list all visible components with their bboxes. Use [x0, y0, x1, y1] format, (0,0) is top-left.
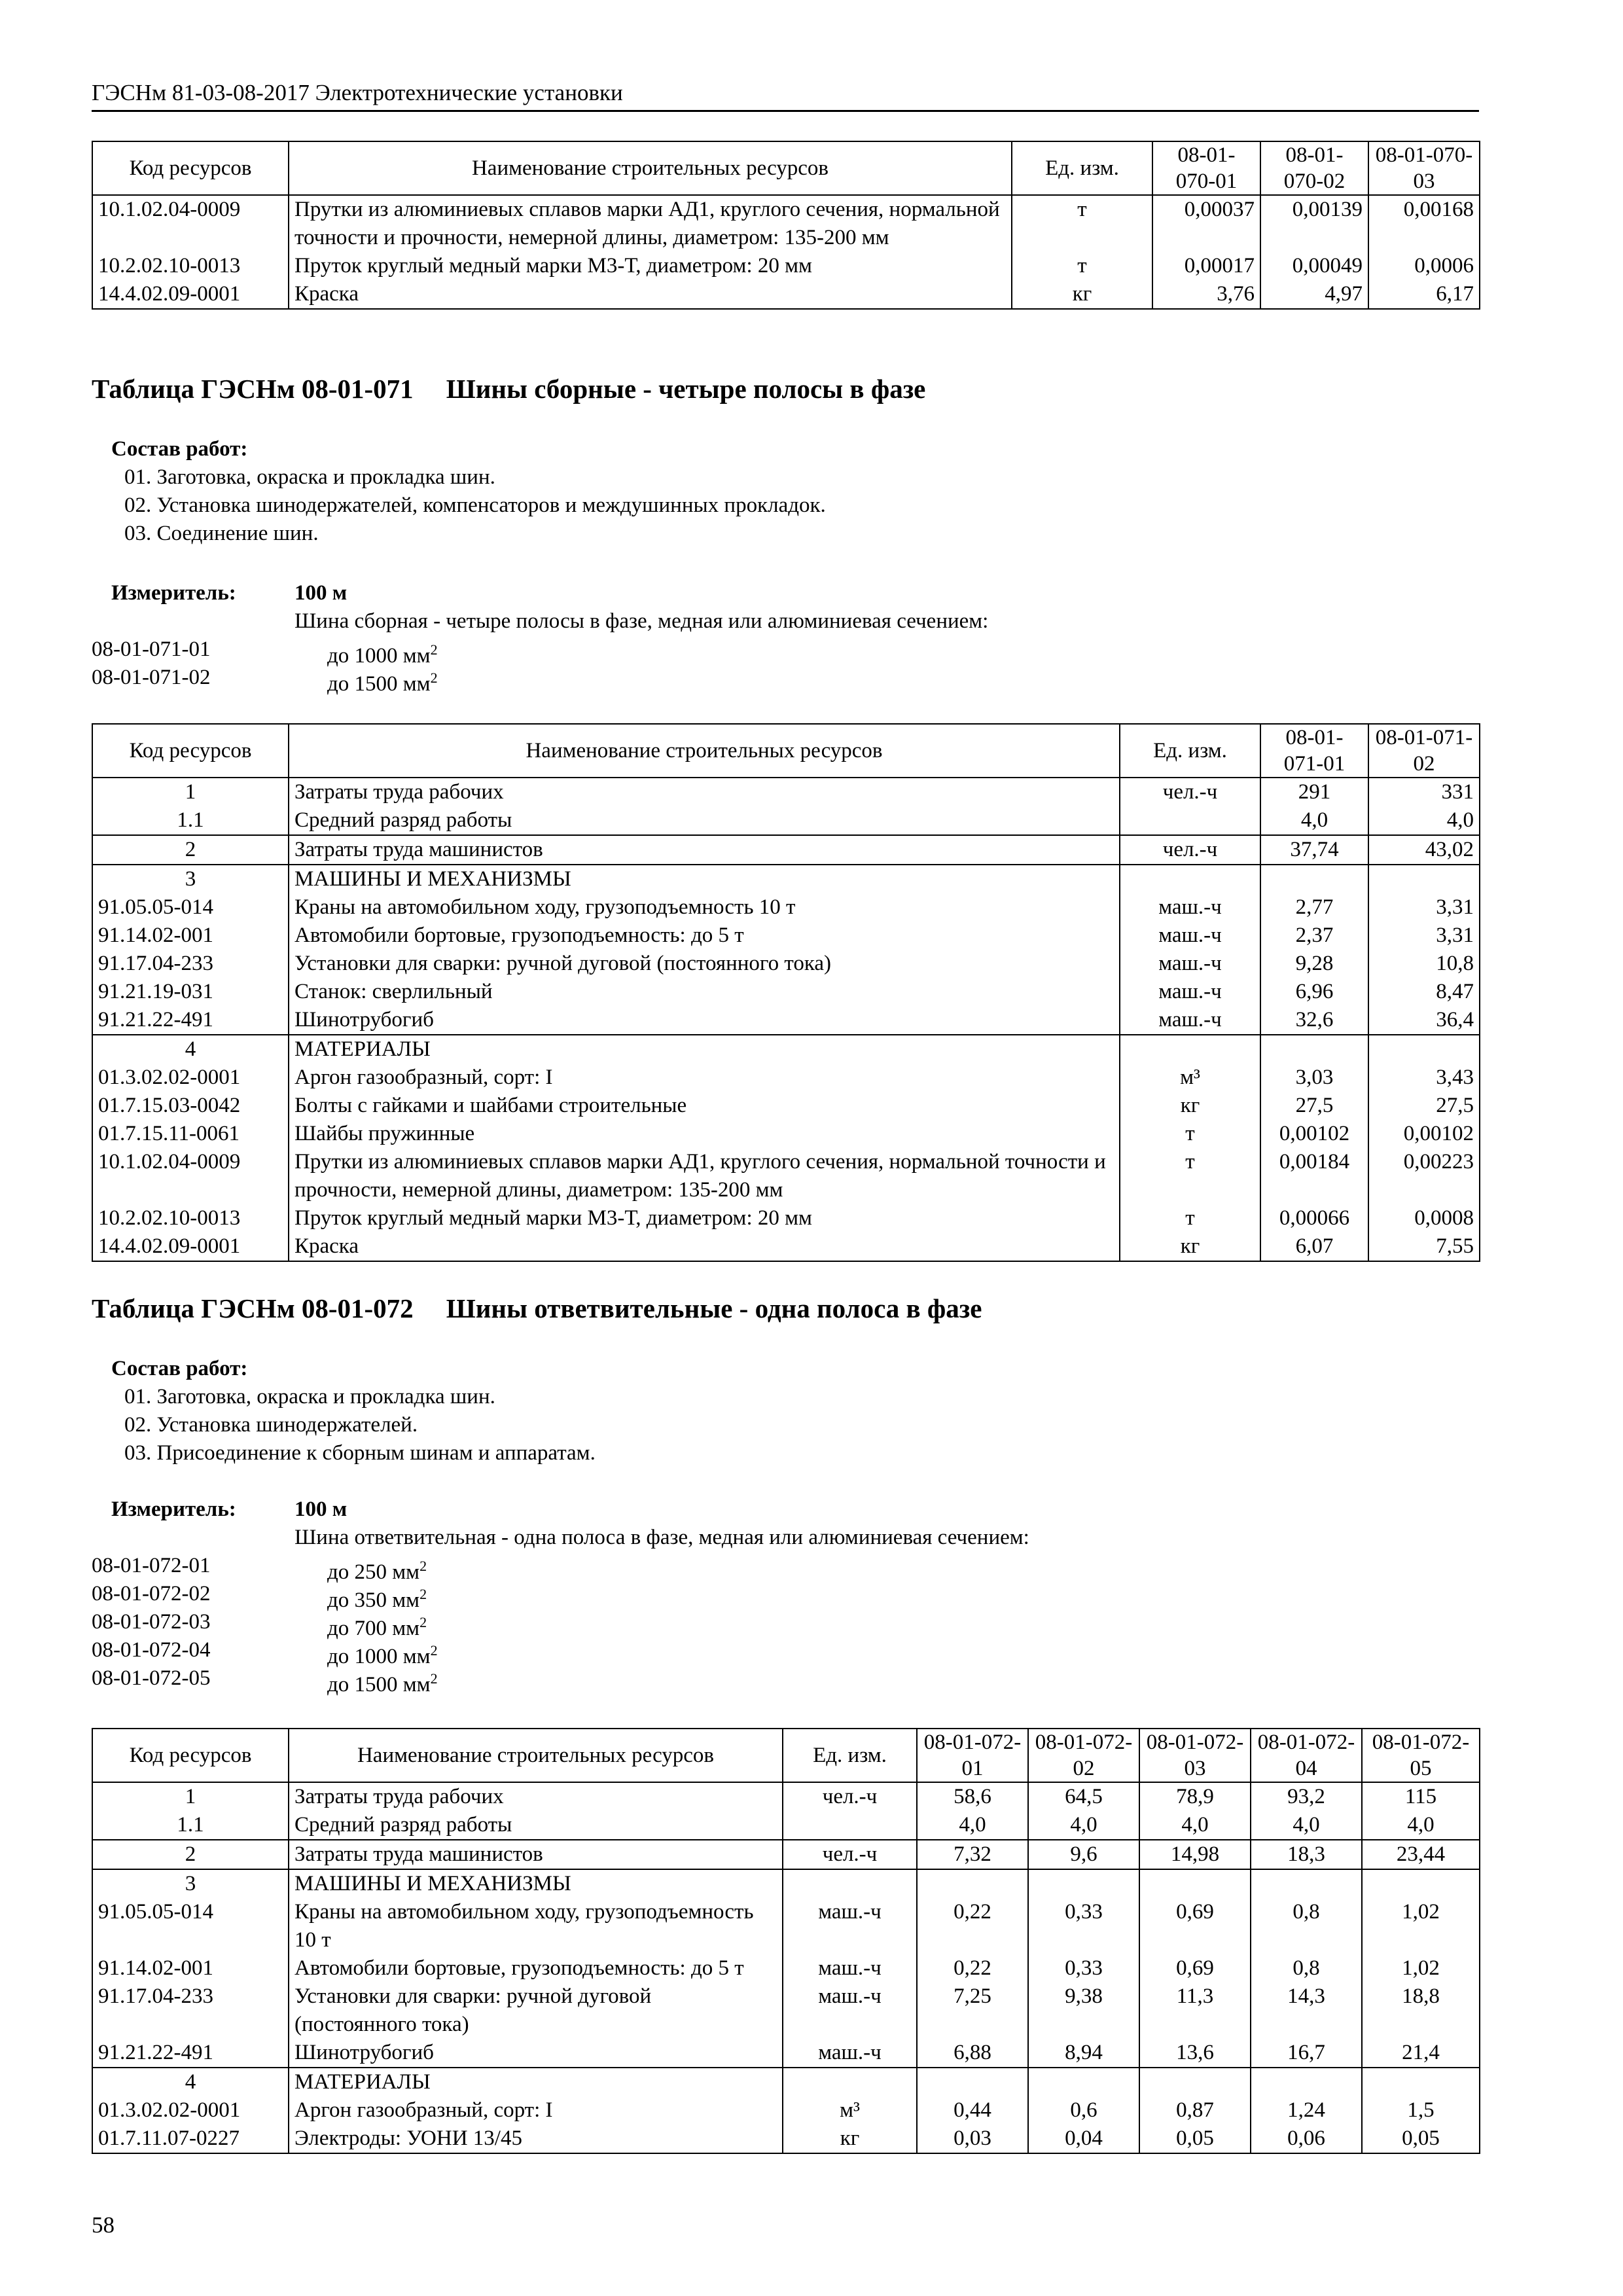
table-name: Шины ответвительные - одна полоса в фазе	[446, 1293, 982, 1323]
cell-value	[1028, 1869, 1139, 1898]
table-row	[92, 1869, 1480, 1898]
range-text: до 250 мм	[327, 1560, 420, 1584]
cell-value: 4,0	[917, 1811, 1028, 1840]
work-label: Состав работ:	[111, 437, 248, 461]
cell-code: 91.14.02-001	[92, 1954, 289, 1982]
meter-description: Шина ответвительная - одна полоса в фазе, медная или алюминиевая сечением:	[294, 1526, 1029, 1549]
norm-range	[327, 664, 438, 698]
meter-label: Измеритель:	[111, 581, 236, 605]
col-header-name: Наименование строительных ресурсов	[289, 724, 1120, 778]
col-header-code: Код ресурсов	[92, 724, 289, 778]
table-code: Таблица ГЭСНм 08-01-071	[92, 374, 414, 404]
cell-value: 0,05	[1362, 2125, 1480, 2153]
cell-value: 3,31	[1368, 922, 1480, 950]
table-row	[92, 1120, 1480, 1148]
meter-label: Измеритель:	[111, 1498, 236, 1521]
cell-value: 1,5	[1362, 2096, 1480, 2125]
cell-name: Краска	[289, 280, 1012, 309]
cell-value: 6,17	[1368, 280, 1480, 309]
table-row	[92, 865, 1480, 893]
cell-unit: т	[1012, 195, 1152, 252]
table-row	[92, 2068, 1480, 2096]
table-name: Шины сборные - четыре полосы в фазе	[446, 374, 926, 404]
section-071-title	[92, 373, 925, 404]
cell-value: 8,94	[1028, 2039, 1139, 2068]
cell-value: 4,0	[1139, 1811, 1251, 1840]
cell-value: 3,43	[1368, 1064, 1480, 1092]
cell-value: 4,0	[1251, 1811, 1362, 1840]
col-header-unit: Ед. изм.	[1012, 141, 1152, 195]
cell-value: 0,00017	[1152, 252, 1260, 280]
cell-value: 0,04	[1028, 2125, 1139, 2153]
cell-value: 4,0	[1028, 1811, 1139, 1840]
range-text: до 1000 мм	[327, 644, 431, 668]
col-header-071-02: 08-01-071-02	[1368, 724, 1480, 778]
table-row	[92, 252, 1480, 280]
cell-value	[1139, 1869, 1251, 1898]
cell-code: 01.3.02.02-0001	[92, 2096, 289, 2125]
cell-value	[917, 2068, 1028, 2096]
cell-code: 01.7.15.03-0042	[92, 1092, 289, 1120]
work-item: 01. Заготовка, окраска и прокладка шин.	[124, 1385, 495, 1408]
cell-name: Краны на автомобильном ходу, грузоподъемность 10 т	[289, 893, 1120, 922]
cell-value: 9,6	[1028, 1840, 1139, 1869]
cell-name: Болты с гайками и шайбами строительные	[289, 1092, 1120, 1120]
table-row	[92, 835, 1480, 865]
cell-value: 3,31	[1368, 893, 1480, 922]
cell-name: Затраты труда рабочих	[289, 1782, 783, 1811]
cell-name: Затраты труда машинистов	[289, 1840, 783, 1869]
cell-name: Пруток круглый медный марки М3-Т, диаметром: 20 мм	[289, 252, 1012, 280]
table-row	[92, 1035, 1480, 1064]
col-header-071-01: 08-01-071-01	[1260, 724, 1368, 778]
cell-name: Аргон газообразный, сорт: I	[289, 2096, 783, 2125]
work-composition	[111, 1355, 596, 1467]
cell-code: 01.7.15.11-0061	[92, 1120, 289, 1148]
cell-code: 10.2.02.10-0013	[92, 252, 289, 280]
cell-unit: м³	[783, 2096, 917, 2125]
cell-name: Шинотрубогиб	[289, 1006, 1120, 1035]
cell-value: 18,8	[1362, 1982, 1480, 2039]
table-row	[92, 1782, 1480, 1811]
cell-value: 10,8	[1368, 950, 1480, 978]
cell-code: 4	[92, 2068, 289, 2096]
cell-code: 2	[92, 835, 289, 865]
table-row	[92, 1148, 1480, 1204]
cell-value: 6,88	[917, 2039, 1028, 2068]
range-text: до 700 мм	[327, 1617, 420, 1640]
cell-name: Прутки из алюминиевых сплавов марки АД1, круглого сечения, нормальной точности и прочности, немерной длины, диаметром: 135-200 мм	[289, 1148, 1120, 1204]
table-row	[92, 1840, 1480, 1869]
cell-unit: м³	[1120, 1064, 1260, 1092]
norm-code: 08-01-071-01	[92, 637, 211, 661]
cell-name: Установки для сварки: ручной дуговой (постоянного тока)	[289, 950, 1120, 978]
cell-code: 01.7.11.07-0227	[92, 2125, 289, 2153]
cell-value: 0,0006	[1368, 252, 1480, 280]
cell-code: 91.21.22-491	[92, 1006, 289, 1035]
cell-value: 3,76	[1152, 280, 1260, 309]
cell-name: Затраты труда рабочих	[289, 778, 1120, 806]
cell-unit: т	[1120, 1204, 1260, 1232]
cell-name: Установки для сварки: ручной дуговой (постоянного тока)	[289, 1982, 783, 2039]
cell-name: МАТЕРИАЛЫ	[289, 1035, 1120, 1064]
cell-value: 7,32	[917, 1840, 1028, 1869]
cell-value: 0,00066	[1260, 1204, 1368, 1232]
table-row	[92, 778, 1480, 806]
cell-value: 1,24	[1251, 2096, 1362, 2125]
table-row	[92, 1898, 1480, 1954]
table-row	[92, 1092, 1480, 1120]
table-row	[92, 2096, 1480, 2125]
cell-value	[1362, 2068, 1480, 2096]
cell-code: 1.1	[92, 1811, 289, 1840]
cell-value: 0,33	[1028, 1954, 1139, 1982]
cell-value	[1260, 1035, 1368, 1064]
cell-code: 1.1	[92, 806, 289, 835]
cell-value: 0,44	[917, 2096, 1028, 2125]
norm-code: 08-01-072-03	[92, 1610, 211, 1634]
cell-code: 14.4.02.09-0001	[92, 280, 289, 309]
cell-code: 91.21.19-031	[92, 978, 289, 1006]
col-header-070-02: 08-01-070-02	[1260, 141, 1368, 195]
table-row	[92, 1204, 1480, 1232]
table-header-row	[92, 724, 1480, 778]
cell-unit: маш.-ч	[1120, 893, 1260, 922]
cell-unit: т	[1120, 1120, 1260, 1148]
cell-unit: маш.-ч	[1120, 922, 1260, 950]
cell-name: Станок: сверлильный	[289, 978, 1120, 1006]
cell-value: 0,33	[1028, 1898, 1139, 1954]
meter-value: 100 м	[294, 581, 348, 605]
cell-value	[1368, 1035, 1480, 1064]
cell-code: 10.2.02.10-0013	[92, 1204, 289, 1232]
cell-value: 2,77	[1260, 893, 1368, 922]
cell-value: 0,00223	[1368, 1148, 1480, 1204]
cell-value: 0,0008	[1368, 1204, 1480, 1232]
cell-unit: кг	[1120, 1232, 1260, 1261]
cell-name: МАШИНЫ И МЕХАНИЗМЫ	[289, 865, 1120, 893]
cell-unit: чел.-ч	[783, 1782, 917, 1811]
cell-code: 10.1.02.04-0009	[92, 1148, 289, 1204]
work-item: 02. Установка шинодержателей, компенсаторов и междушинных прокладок.	[124, 493, 826, 517]
cell-value: 8,47	[1368, 978, 1480, 1006]
cell-code: 14.4.02.09-0001	[92, 1232, 289, 1261]
cell-value	[1260, 865, 1368, 893]
cell-value: 0,22	[917, 1898, 1028, 1954]
cell-value: 6,96	[1260, 978, 1368, 1006]
cell-code: 91.17.04-233	[92, 950, 289, 978]
cell-value: 0,00037	[1152, 195, 1260, 252]
cell-value: 43,02	[1368, 835, 1480, 865]
work-item: 01. Заготовка, окраска и прокладка шин.	[124, 465, 495, 489]
cell-value: 32,6	[1260, 1006, 1368, 1035]
meter-value: 100 м	[294, 1498, 348, 1521]
norm-code: 08-01-072-05	[92, 1666, 211, 1690]
range-sup: 2	[419, 1586, 427, 1602]
table-header-row	[92, 141, 1480, 195]
cell-name: Краны на автомобильном ходу, грузоподъемность 10 т	[289, 1898, 783, 1954]
cell-value: 11,3	[1139, 1982, 1251, 2039]
cell-value	[1368, 865, 1480, 893]
norm-code: 08-01-072-01	[92, 1554, 211, 1577]
cell-unit	[783, 1869, 917, 1898]
cell-unit: маш.-ч	[1120, 950, 1260, 978]
cell-name: МАТЕРИАЛЫ	[289, 2068, 783, 2096]
cell-value: 64,5	[1028, 1782, 1139, 1811]
cell-value: 13,6	[1139, 2039, 1251, 2068]
cell-value: 0,69	[1139, 1954, 1251, 1982]
table-row	[92, 1982, 1480, 2039]
cell-value: 37,74	[1260, 835, 1368, 865]
table-row	[92, 2125, 1480, 2153]
table-row	[92, 280, 1480, 309]
col-header-unit: Ед. изм.	[783, 1729, 917, 1782]
cell-value	[1362, 1869, 1480, 1898]
table-row	[92, 1006, 1480, 1035]
table-row	[92, 950, 1480, 978]
cell-name: Автомобили бортовые, грузоподъемность: до 5 т	[289, 922, 1120, 950]
cell-value: 0,8	[1251, 1898, 1362, 1954]
cell-value: 291	[1260, 778, 1368, 806]
work-item: 02. Установка шинодержателей.	[124, 1413, 418, 1437]
range-text: до 1500 мм	[327, 672, 431, 696]
col-header-072-04: 08-01-072-04	[1251, 1729, 1362, 1782]
cell-code: 4	[92, 1035, 289, 1064]
cell-name: Прутки из алюминиевых сплавов марки АД1, круглого сечения, нормальной точности и прочности, немерной длины, диаметром: 135-200 мм	[289, 195, 1012, 252]
cell-value: 4,0	[1260, 806, 1368, 835]
range-sup: 2	[430, 670, 438, 686]
cell-value: 21,4	[1362, 2039, 1480, 2068]
cell-value: 0,6	[1028, 2096, 1139, 2125]
col-header-072-03: 08-01-072-03	[1139, 1729, 1251, 1782]
cell-name: Средний разряд работы	[289, 1811, 783, 1840]
col-header-name: Наименование строительных ресурсов	[289, 1729, 783, 1782]
cell-value: 93,2	[1251, 1782, 1362, 1811]
range-text: до 1500 мм	[327, 1673, 431, 1696]
cell-value: 0,87	[1139, 2096, 1251, 2125]
cell-value: 23,44	[1362, 1840, 1480, 1869]
table-header-row	[92, 1729, 1480, 1782]
work-item: 03. Присоединение к сборным шинам и аппаратам.	[124, 1441, 596, 1465]
cell-name: МАШИНЫ И МЕХАНИЗМЫ	[289, 1869, 783, 1898]
table-070	[92, 141, 1480, 310]
cell-code: 3	[92, 865, 289, 893]
cell-unit: маш.-ч	[783, 1982, 917, 2039]
cell-value: 331	[1368, 778, 1480, 806]
col-header-070-01: 08-01-070-01	[1152, 141, 1260, 195]
cell-value: 14,3	[1251, 1982, 1362, 2039]
range-sup: 2	[430, 641, 438, 658]
cell-value: 7,55	[1368, 1232, 1480, 1261]
meter-description: Шина сборная - четыре полосы в фазе, медная или алюминиевая сечением:	[294, 609, 989, 633]
norm-range	[327, 1664, 438, 1699]
cell-unit: маш.-ч	[783, 1898, 917, 1954]
cell-value: 0,00184	[1260, 1148, 1368, 1204]
cell-code: 91.14.02-001	[92, 922, 289, 950]
table-071	[92, 723, 1480, 1262]
cell-unit: маш.-ч	[1120, 978, 1260, 1006]
work-composition	[111, 435, 826, 548]
col-header-name: Наименование строительных ресурсов	[289, 141, 1012, 195]
norm-code: 08-01-071-02	[92, 666, 211, 689]
range-sup: 2	[430, 1642, 438, 1659]
work-item: 03. Соединение шин.	[124, 522, 319, 545]
cell-name: Затраты труда машинистов	[289, 835, 1120, 865]
cell-name: Автомобили бортовые, грузоподъемность: до 5 т	[289, 1954, 783, 1982]
cell-unit: чел.-ч	[1120, 778, 1260, 806]
cell-value: 2,37	[1260, 922, 1368, 950]
cell-value: 0,00102	[1260, 1120, 1368, 1148]
table-row	[92, 1954, 1480, 1982]
cell-code: 91.17.04-233	[92, 1982, 289, 2039]
cell-value: 16,7	[1251, 2039, 1362, 2068]
cell-value: 0,00102	[1368, 1120, 1480, 1148]
cell-value: 0,00049	[1260, 252, 1368, 280]
cell-value: 0,03	[917, 2125, 1028, 2153]
table-row	[92, 1811, 1480, 1840]
cell-code: 1	[92, 1782, 289, 1811]
cell-code: 3	[92, 1869, 289, 1898]
cell-value: 3,03	[1260, 1064, 1368, 1092]
col-header-070-03: 08-01-070-03	[1368, 141, 1480, 195]
cell-unit: маш.-ч	[783, 1954, 917, 1982]
cell-unit	[783, 2068, 917, 2096]
table-row	[92, 922, 1480, 950]
cell-code: 10.1.02.04-0009	[92, 195, 289, 252]
cell-code: 01.3.02.02-0001	[92, 1064, 289, 1092]
range-text: до 1000 мм	[327, 1645, 431, 1668]
table-code: Таблица ГЭСНм 08-01-072	[92, 1293, 414, 1323]
cell-value: 115	[1362, 1782, 1480, 1811]
cell-unit: чел.-ч	[1120, 835, 1260, 865]
cell-value: 4,97	[1260, 280, 1368, 309]
cell-unit: маш.-ч	[783, 2039, 917, 2068]
cell-value	[1139, 2068, 1251, 2096]
cell-value: 18,3	[1251, 1840, 1362, 1869]
cell-value: 27,5	[1260, 1092, 1368, 1120]
work-label: Состав работ:	[111, 1357, 248, 1380]
cell-value: 0,06	[1251, 2125, 1362, 2153]
cell-unit: т	[1012, 252, 1152, 280]
cell-unit: кг	[1120, 1092, 1260, 1120]
cell-value: 9,28	[1260, 950, 1368, 978]
col-header-072-05: 08-01-072-05	[1362, 1729, 1480, 1782]
cell-value: 36,4	[1368, 1006, 1480, 1035]
col-header-unit: Ед. изм.	[1120, 724, 1260, 778]
cell-value: 9,38	[1028, 1982, 1139, 2039]
cell-code: 91.21.22-491	[92, 2039, 289, 2068]
cell-name: Аргон газообразный, сорт: I	[289, 1064, 1120, 1092]
cell-name: Средний разряд работы	[289, 806, 1120, 835]
cell-name: Краска	[289, 1232, 1120, 1261]
cell-value: 0,05	[1139, 2125, 1251, 2153]
cell-unit	[1120, 806, 1260, 835]
col-header-code: Код ресурсов	[92, 141, 289, 195]
table-row	[92, 2039, 1480, 2068]
table-072	[92, 1728, 1480, 2154]
cell-value: 58,6	[917, 1782, 1028, 1811]
cell-value: 0,69	[1139, 1898, 1251, 1954]
cell-unit	[1120, 1035, 1260, 1064]
cell-value	[1251, 1869, 1362, 1898]
norm-code: 08-01-072-04	[92, 1638, 211, 1662]
table-row	[92, 806, 1480, 835]
cell-value	[917, 1869, 1028, 1898]
cell-unit	[783, 1811, 917, 1840]
cell-code: 91.05.05-014	[92, 893, 289, 922]
col-header-072-01: 08-01-072-01	[917, 1729, 1028, 1782]
cell-value	[1028, 2068, 1139, 2096]
cell-value	[1251, 2068, 1362, 2096]
cell-unit: т	[1120, 1148, 1260, 1204]
norm-code: 08-01-072-02	[92, 1582, 211, 1605]
cell-unit: чел.-ч	[783, 1840, 917, 1869]
cell-value: 0,00139	[1260, 195, 1368, 252]
range-sup: 2	[419, 1614, 427, 1630]
cell-value: 4,0	[1362, 1811, 1480, 1840]
page-number: 58	[92, 2212, 115, 2238]
cell-value: 0,00168	[1368, 195, 1480, 252]
cell-name: Пруток круглый медный марки М3-Т, диаметром: 20 мм	[289, 1204, 1120, 1232]
cell-unit	[1120, 865, 1260, 893]
col-header-072-02: 08-01-072-02	[1028, 1729, 1139, 1782]
table-row	[92, 893, 1480, 922]
cell-value: 0,22	[917, 1954, 1028, 1982]
col-header-code: Код ресурсов	[92, 1729, 289, 1782]
range-text: до 350 мм	[327, 1588, 420, 1612]
cell-value: 27,5	[1368, 1092, 1480, 1120]
cell-unit: кг	[1012, 280, 1152, 309]
cell-value: 78,9	[1139, 1782, 1251, 1811]
table-row	[92, 978, 1480, 1006]
cell-unit: маш.-ч	[1120, 1006, 1260, 1035]
table-row	[92, 1064, 1480, 1092]
range-sup: 2	[430, 1670, 438, 1687]
cell-name: Шайбы пружинные	[289, 1120, 1120, 1148]
table-row	[92, 195, 1480, 252]
header-title: ГЭСНм 81-03-08-2017 Электротехнические установки	[92, 80, 623, 105]
cell-value: 1,02	[1362, 1898, 1480, 1954]
cell-value: 7,25	[917, 1982, 1028, 2039]
cell-value: 4,0	[1368, 806, 1480, 835]
cell-code: 91.05.05-014	[92, 1898, 289, 1954]
table-row	[92, 1232, 1480, 1261]
section-072-title	[92, 1293, 982, 1324]
cell-value: 6,07	[1260, 1232, 1368, 1261]
page-header	[92, 77, 1479, 112]
cell-unit: кг	[783, 2125, 917, 2153]
cell-code: 2	[92, 1840, 289, 1869]
cell-code: 1	[92, 778, 289, 806]
cell-value: 14,98	[1139, 1840, 1251, 1869]
range-sup: 2	[419, 1558, 427, 1574]
cell-name: Электроды: УОНИ 13/45	[289, 2125, 783, 2153]
cell-value: 0,8	[1251, 1954, 1362, 1982]
cell-value: 1,02	[1362, 1954, 1480, 1982]
cell-name: Шинотрубогиб	[289, 2039, 783, 2068]
